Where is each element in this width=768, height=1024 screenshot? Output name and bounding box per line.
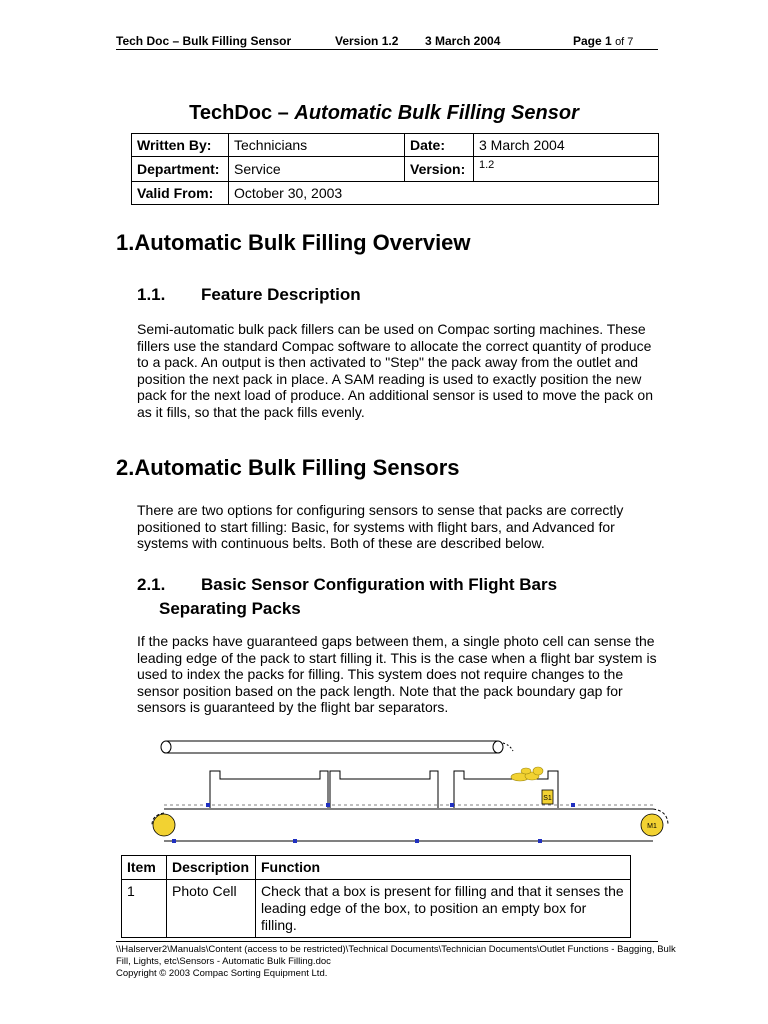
column-header-item: Item [122, 856, 167, 880]
header-doc-title: Tech Doc – Bulk Filling Sensor [116, 34, 292, 48]
meta-row [132, 182, 659, 205]
pack-box [330, 771, 438, 808]
column-header-function: Function [256, 856, 631, 880]
page-title-prefix: TechDoc – [189, 102, 289, 124]
section-2-1-number: 2.1. [137, 575, 166, 594]
footer-copyright: Copyright © 2003 Compac Sorting Equipment Ltd. [116, 968, 328, 979]
header-date: 3 March 2004 [425, 34, 501, 48]
section-1-1-heading [137, 285, 361, 305]
item-description: Photo Cell [167, 880, 256, 938]
footer-file-path: \\Halserver2\Manuals\Content (access to be restricted)\Technical Documents\Technician Documents\Outlet Functions - Bagging, Bulk Fill, Lights, etc\Sensors - Automatic Bulk Filling.doc [116, 944, 676, 967]
footer-rule [116, 941, 658, 942]
written-by-value: Technicians [229, 134, 405, 157]
date-label: Date: [405, 134, 474, 157]
meta-row [132, 134, 659, 157]
page-title-italic: Automatic Bulk Filling Sensor [294, 102, 579, 124]
header-page-number: 1 [605, 34, 612, 48]
department-label: Department: [132, 157, 229, 182]
section-1-1-number: 1.1. [137, 285, 166, 304]
table-row [122, 880, 631, 938]
items-header-row [122, 856, 631, 880]
sensor-label: S1 [543, 795, 552, 802]
section-1-1-title: Feature Description [201, 285, 361, 304]
section-1-heading: 1.Automatic Bulk Filling Overview [116, 230, 471, 255]
conveyor-diagram [148, 733, 672, 848]
header-page-total: of 7 [615, 36, 634, 48]
page-title [0, 102, 768, 125]
section-2-1-heading [137, 573, 557, 621]
header-page [573, 34, 633, 48]
date-value: 3 March 2004 [474, 134, 659, 157]
valid-from-label: Valid From: [132, 182, 229, 205]
motor-label: M1 [647, 823, 657, 830]
item-function: Check that a box is present for filling and that it senses the leading edge of the box, to position an empty box for filling. [256, 880, 631, 938]
footer [116, 944, 676, 980]
item-number: 1 [122, 880, 167, 938]
department-value: Service [229, 157, 405, 182]
document-meta-table [131, 133, 659, 205]
valid-from-value: October 30, 2003 [229, 182, 659, 205]
version-label: Version: [405, 157, 474, 182]
meta-row [132, 157, 659, 182]
version-value: 1.2 [474, 157, 659, 182]
pack-box [210, 771, 328, 808]
section-2-1-body: If the packs have guaranteed gaps between them, a single photo cell can sense the leading edge of the pack to start filling it. This is the case when a flight bar system is used to index the packs for filling. This system does not require changes to the sensor position based on the pack length. Note that the pack boundary gap for sensors is guaranteed by the flight bar separators. [137, 633, 657, 716]
conveyor-belt [152, 805, 668, 841]
section-2-1-title-line1: Basic Sensor Configuration with Flight Bars [201, 575, 558, 594]
section-1-1-body: Semi-automatic bulk pack fillers can be used on Compac sorting machines. These fillers use the standard Compac software to allocate the correct quantity of produce to a pack. An output is then activated to "Step" the pack away from the outlet and position the next pack in place. A SAM reading is used to exactly position the new pack for the next load of produce. An additional sensor is used to move the pack on as it fills, so that the pack fills evenly. [137, 321, 653, 420]
feed-roller [161, 741, 513, 753]
section-2-1-title-line2: Separating Packs [159, 599, 301, 618]
header-page-label: Page [573, 34, 602, 48]
section-2-body: There are two options for configuring sensors to sense that packs are correctly positioned to start filling: Basic, for systems with flight bars, and Advanced for systems with continuous belts. Both of these are described below. [137, 502, 624, 552]
column-header-description: Description [167, 856, 256, 880]
section-2-heading: 2.Automatic Bulk Filling Sensors [116, 455, 460, 480]
items-table [121, 855, 631, 938]
header-rule [116, 49, 658, 50]
idler-roller-icon [153, 814, 175, 836]
written-by-label: Written By: [132, 134, 229, 157]
header-version: Version 1.2 [335, 34, 399, 48]
